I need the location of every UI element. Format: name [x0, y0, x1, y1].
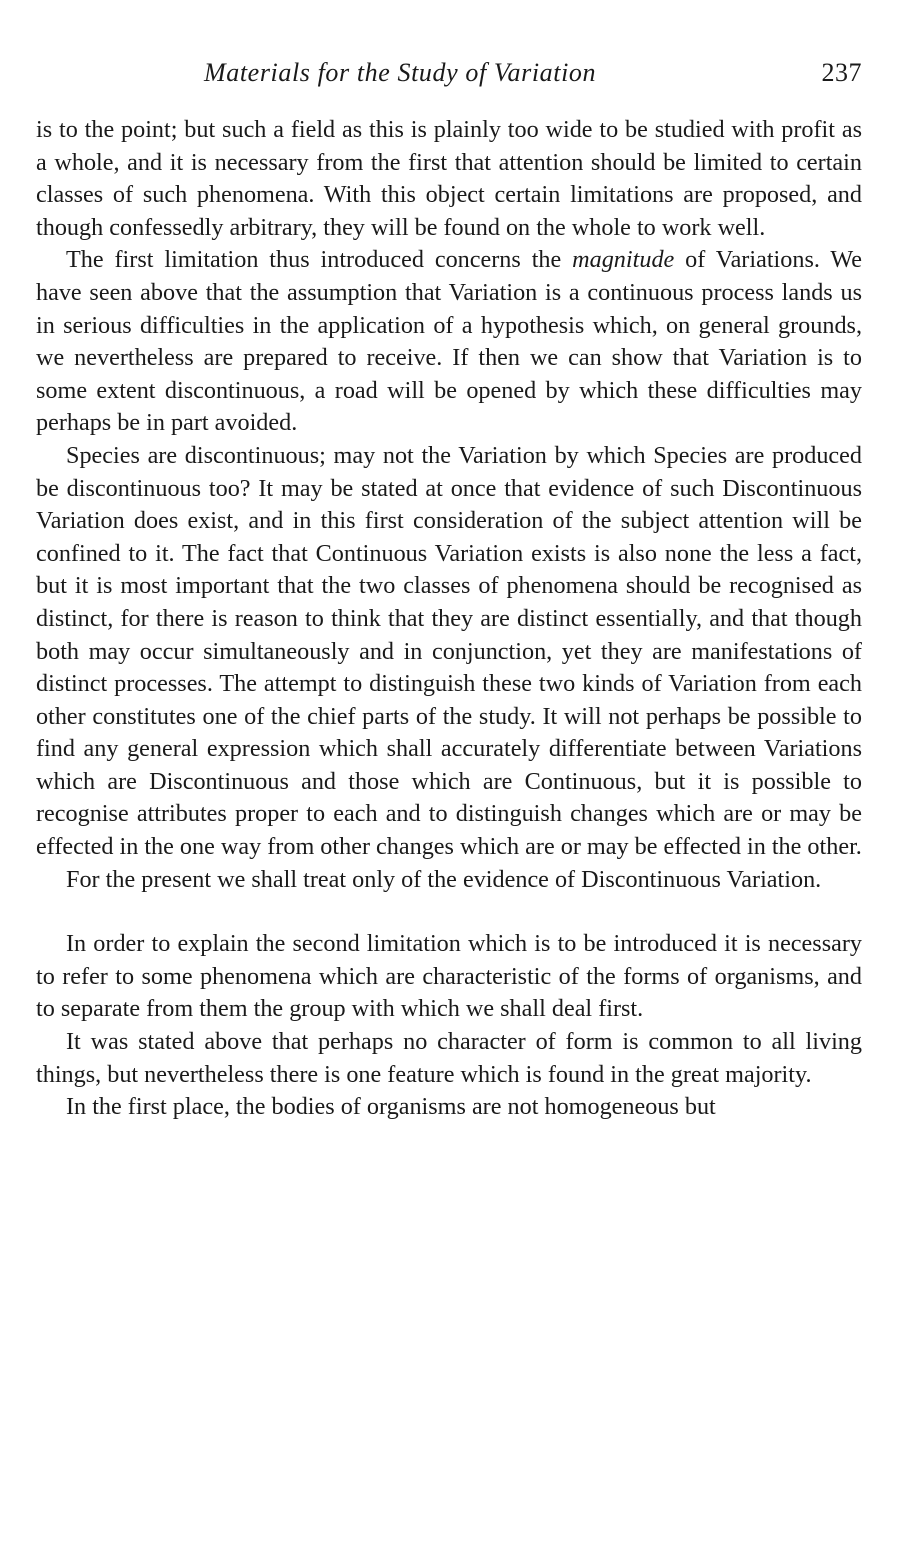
paragraph-present-treatment: For the present we shall treat only of the evidence of Discontinuous Variation.: [66, 865, 822, 893]
paragraph-continuation: is to the point; but such a field as this is plainly too wide to be studied with profit as a whole, and it is necessary from the first that attention should be limited to certain classes of such phenomena. With this object certain limitations are proposed, and though confessedly arbitrary, they will be found on the whole to work well.: [36, 116, 862, 241]
paragraph-magnitude-limitation: [36, 244, 862, 440]
book-page: [36, 58, 862, 1124]
body-text: [36, 114, 862, 1124]
page-number: 237: [821, 58, 862, 87]
paragraph-text: The first limitation thus introduced concerns the: [66, 246, 573, 274]
paragraph-text: of Variations. We have seen above that the assumption that Variation is a continuous process lands us in serious difficulties in the application of a hypothesis which, on general grounds, we nevertheless are prepared to receive. If then we can show that Variation is to some extent discontinuous, a road will be opened by which these difficulties may perhaps be in part avoided.: [36, 246, 862, 437]
running-title: Materials for the Study of Variation: [204, 58, 597, 87]
paragraph-common-feature: It was stated above that perhaps no character of form is common to all living things, but nevertheless there is one feature which is found in the great majority.: [36, 1028, 862, 1088]
paragraph-homogeneous-bodies: In the first place, the bodies of organisms are not homogeneous but: [66, 1093, 716, 1121]
paragraph-discontinuous-species: Species are discontinuous; may not the Variation by which Species are produced be discontinuous too? It may be stated at once that evidence of such Discontinuous Variation does exist, and in this first consideration of the subject attention will be confined to it. The fact that Continuous Variation exists is also none the less a fact, but it is most important that the two classes of phenomena should be recognised as distinct, for there is reason to think that they are distinct essentially, and that though both may occur simultaneously and in conjunction, yet they are manifestations of distinct processes. The attempt to distinguish these two kinds of Variation from each other constitutes one of the chief parts of the study. It will not perhaps be possible to find any general expression which shall accurately differentiate between Variations which are Discontinuous and those which are Continuous, but it is possible to recognise attributes proper to each and to distinguish changes which are or may be effected in the one way from other changes which are or may be effected in the other.: [36, 441, 862, 861]
emphasized-term: magnitude: [572, 246, 675, 274]
paragraph-second-limitation: In order to explain the second limitation which is to be introduced it is necessary to refer to some phenomena which are characteristic of the forms of organisms, and to separate from them the group with which we shall deal first.: [36, 930, 862, 1023]
section-gap: [36, 896, 862, 928]
running-head: [36, 58, 862, 98]
